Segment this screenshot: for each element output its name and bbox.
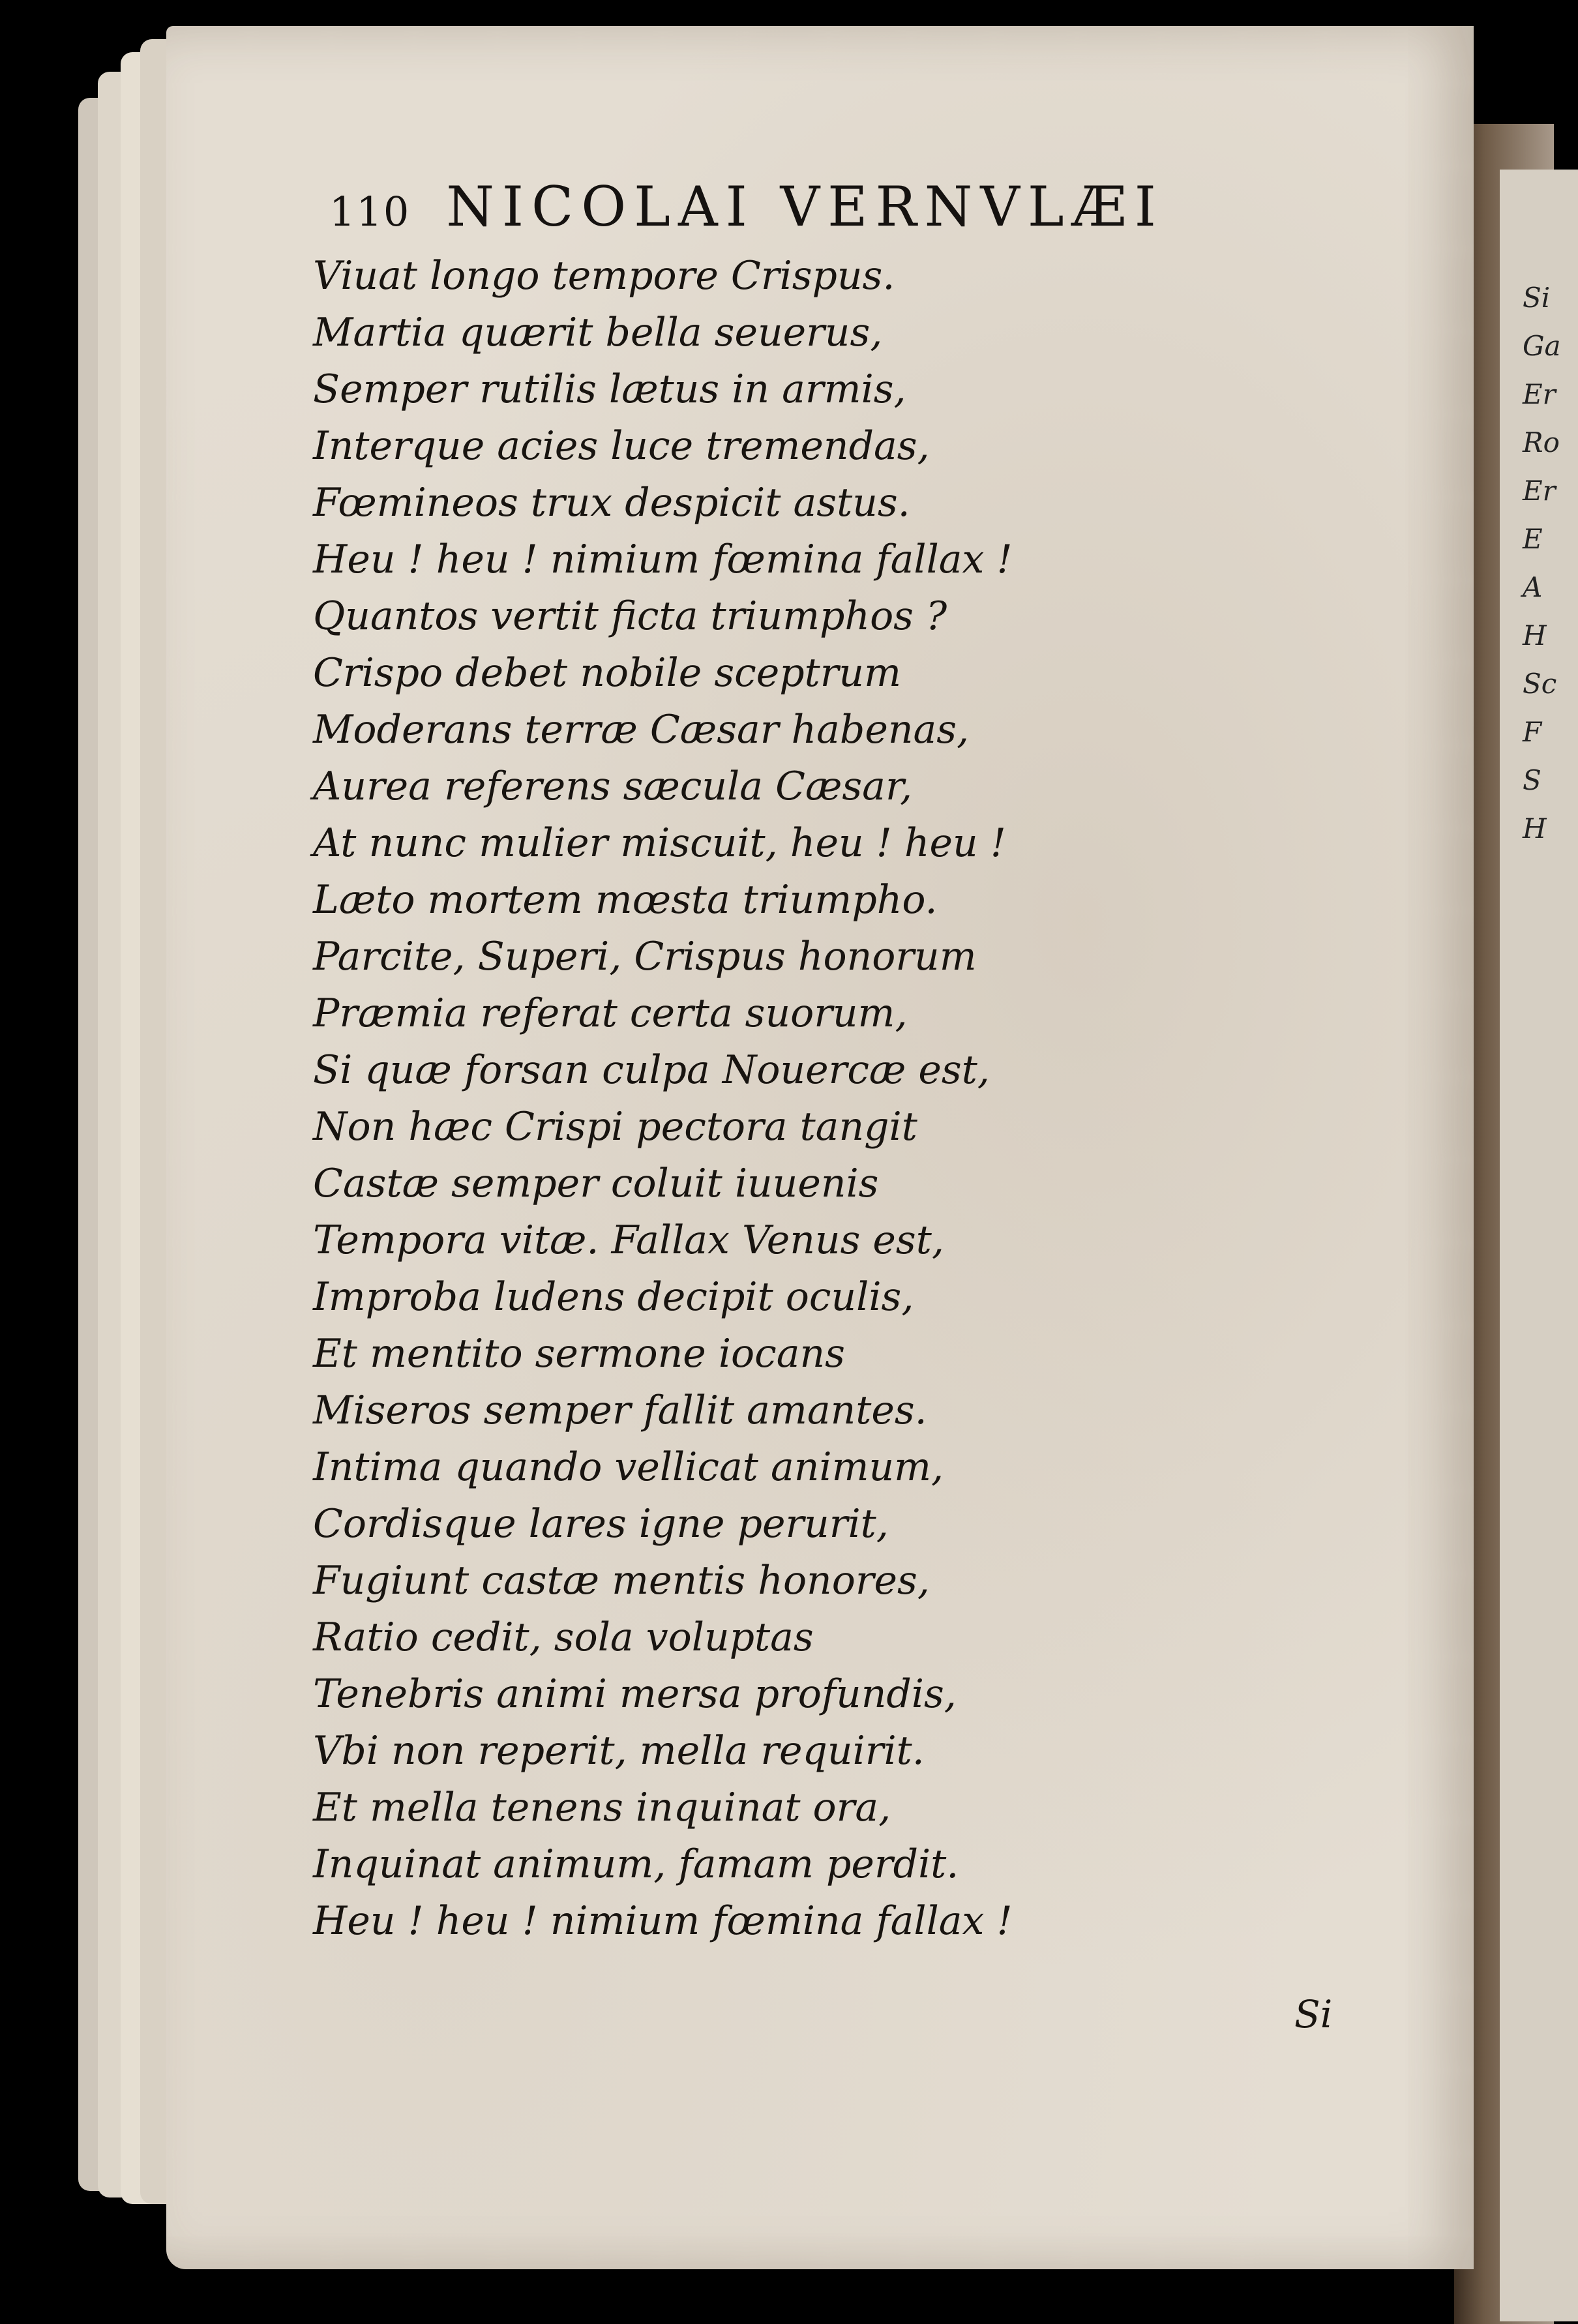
poem-text — [313, 248, 1161, 1950]
facing-page-line: Er — [1523, 378, 1556, 410]
poem-line: Læto mortem mœsta triumpho. — [313, 877, 938, 923]
poem-line: Inquinat animum, famam perdit. — [313, 1841, 959, 1887]
poem-line: At nunc mulier miscuit, heu ! heu ! — [313, 820, 1006, 866]
catchword: Si — [1294, 1992, 1333, 2036]
facing-page-line: A — [1523, 571, 1543, 603]
page-number: 110 — [329, 188, 411, 235]
poem-line: Improba ludens decipit oculis, — [313, 1274, 914, 1320]
poem-line: Viuat longo tempore Crispus. — [313, 253, 895, 299]
poem-line: Ratio cedit, sola voluptas — [313, 1615, 814, 1660]
poem-line: Tenebris animi mersa profundis, — [313, 1671, 957, 1717]
poem-line: Moderans terræ Cæsar habenas, — [313, 707, 970, 752]
poem-line: Aurea referens sæcula Cæsar, — [313, 764, 913, 809]
poem-line: Non hæc Crispi pectora tangit — [313, 1104, 917, 1150]
facing-page-line: Er — [1523, 475, 1556, 507]
poem-line: Semper rutilis lætus in armis, — [313, 366, 906, 412]
poem-line: Vbi non reperit, mella requirit. — [313, 1728, 925, 1774]
poem-line: Heu ! heu ! nimium fœmina fallax ! — [313, 1898, 1013, 1944]
poem-line: Præmia referat certa suorum, — [313, 991, 908, 1036]
author-heading: NICOLAI VERNVLÆI — [446, 175, 1164, 239]
poem-line: Et mentito sermone iocans — [313, 1331, 845, 1377]
poem-line: Interque acies luce tremendas, — [313, 423, 930, 469]
poem-line: Cordisque lares igne perurit, — [313, 1501, 889, 1547]
poem-line: Intima quando vellicat animum, — [313, 1444, 944, 1490]
facing-page-text — [1523, 274, 1561, 853]
facing-page-line: F — [1523, 716, 1542, 748]
poem-line: Quantos vertit ficta triumphos ? — [313, 593, 947, 639]
poem-line: Si quæ forsan culpa Nouercæ est, — [313, 1047, 990, 1093]
poem-line: Fœmineos trux despicit astus. — [313, 480, 910, 526]
poem-line: Et mella tenens inquinat ora, — [313, 1785, 891, 1830]
facing-page-line: H — [1523, 619, 1547, 651]
running-head — [329, 175, 1301, 239]
poem-line: Miseros semper fallit amantes. — [313, 1388, 927, 1433]
facing-page-line: S — [1523, 764, 1541, 796]
facing-page-line: Sc — [1523, 668, 1557, 700]
poem-line: Heu ! heu ! nimium fœmina fallax ! — [313, 537, 1013, 582]
facing-page-line: Ga — [1523, 330, 1561, 362]
facing-page-line: Si — [1523, 282, 1551, 314]
poem-line: Fugiunt castæ mentis honores, — [313, 1558, 930, 1603]
facing-page-line: H — [1523, 812, 1547, 844]
facing-page-line: Ro — [1523, 426, 1560, 458]
poem-line: Martia quærit bella seuerus, — [313, 310, 883, 355]
poem-line: Crispo debet nobile sceptrum — [313, 650, 901, 696]
poem-line: Castæ semper coluit iuuenis — [313, 1161, 879, 1206]
facing-page-line: E — [1523, 523, 1543, 555]
poem-line: Parcite, Superi, Crispus honorum — [313, 934, 977, 979]
poem-line: Tempora vitæ. Fallax Venus est, — [313, 1217, 944, 1263]
